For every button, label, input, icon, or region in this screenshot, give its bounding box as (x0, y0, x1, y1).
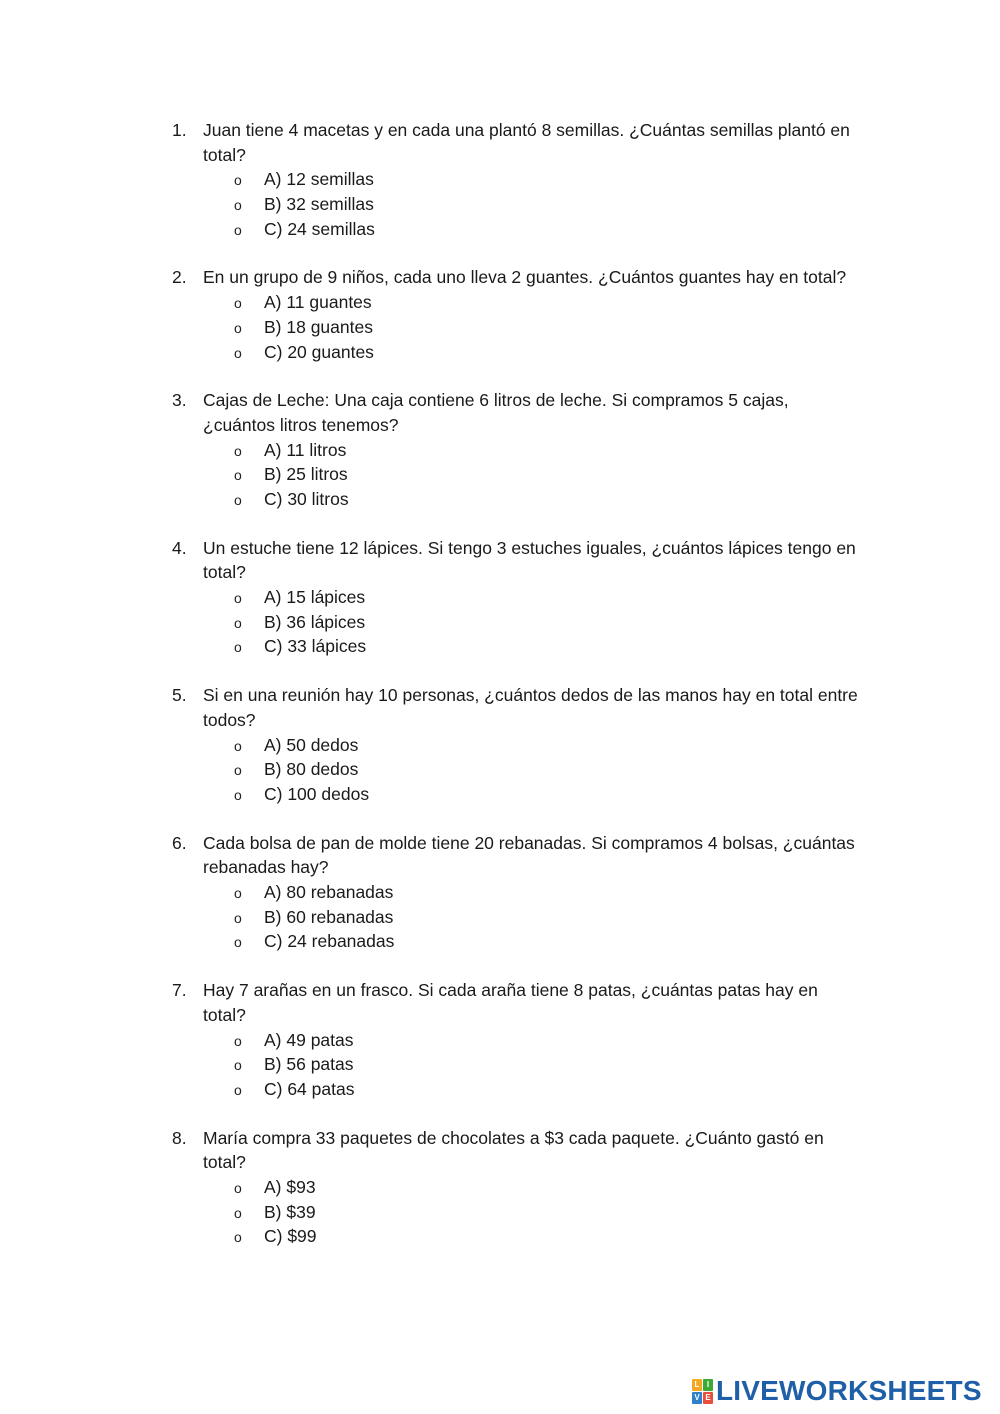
answer-option[interactable] (0, 217, 1000, 242)
question-number: 8. (172, 1127, 187, 1148)
circle-bullet-icon: o (234, 344, 242, 361)
circle-bullet-icon: o (234, 639, 242, 656)
answer-option-label: B) 25 litros (264, 464, 348, 485)
answer-options (0, 1028, 1000, 1102)
answer-option-label: A) 11 guantes (264, 292, 372, 313)
question-number: 3. (172, 390, 187, 411)
answer-option-label: B) 32 semillas (264, 194, 374, 215)
answer-option-label: A) 49 patas (264, 1029, 354, 1050)
answer-option-label: C) 24 rebanadas (264, 931, 395, 952)
answer-option-label: C) 30 litros (264, 489, 349, 510)
question-text: Un estuche tiene 12 lápices. Si tengo 3 estuches iguales, ¿cuántos lápices tengo en total? (203, 537, 856, 583)
question-text: En un grupo de 9 niños, cada uno lleva 2 guantes. ¿Cuántos guantes hay en total? (203, 267, 847, 288)
answer-option[interactable] (0, 1052, 1000, 1077)
answer-option-label: C) 20 guantes (264, 341, 374, 362)
answer-option-label: B) 36 lápices (264, 611, 366, 632)
question-number: 7. (172, 980, 187, 1001)
circle-bullet-icon: o (234, 614, 242, 631)
question-number: 1. (172, 120, 187, 140)
answer-option[interactable] (0, 880, 1000, 905)
answer-option-label: A) $93 (264, 1176, 316, 1197)
question-text: Juan tiene 4 macetas y en cada una plantó 8 semillas. ¿Cuántas semillas plantó en total? (203, 120, 850, 165)
liveworksheets-logo (692, 1376, 982, 1406)
answer-option[interactable] (0, 192, 1000, 217)
circle-bullet-icon: o (234, 172, 242, 189)
answer-options (0, 167, 1000, 241)
circle-bullet-icon: o (234, 221, 242, 238)
circle-bullet-icon: o (234, 934, 242, 951)
answer-option[interactable] (0, 929, 1000, 954)
circle-bullet-icon: o (234, 762, 242, 779)
circle-bullet-icon: o (234, 1229, 242, 1246)
question-6 (0, 831, 1000, 954)
question-5 (0, 683, 1000, 806)
question-number: 6. (172, 832, 187, 853)
answer-options (0, 880, 1000, 954)
circle-bullet-icon: o (234, 786, 242, 803)
answer-option-label: A) 80 rebanadas (264, 882, 394, 903)
circle-bullet-icon: o (234, 1032, 242, 1049)
logo-icon-cell: E (703, 1392, 713, 1404)
question-1 (0, 118, 1000, 241)
question-2 (0, 265, 1000, 364)
answer-option-label: B) 80 dedos (264, 759, 359, 780)
answer-option[interactable] (0, 315, 1000, 340)
circle-bullet-icon: o (234, 492, 242, 509)
circle-bullet-icon: o (234, 319, 242, 336)
answer-option[interactable] (0, 167, 1000, 192)
circle-bullet-icon: o (234, 442, 242, 459)
answer-option[interactable] (0, 1224, 1000, 1249)
circle-bullet-icon: o (234, 295, 242, 312)
answer-option-label: C) 33 lápices (264, 636, 367, 657)
answer-option-label: B) 18 guantes (264, 316, 373, 337)
answer-option[interactable] (0, 733, 1000, 758)
answer-option[interactable] (0, 290, 1000, 315)
circle-bullet-icon: o (234, 197, 242, 214)
question-3 (0, 388, 1000, 511)
logo-icon-cell: I (703, 1379, 713, 1391)
circle-bullet-icon: o (234, 885, 242, 902)
answer-options (0, 1175, 1000, 1249)
answer-option-label: A) 12 semillas (264, 169, 374, 190)
answer-options (0, 585, 1000, 659)
circle-bullet-icon: o (234, 1081, 242, 1098)
question-text: María compra 33 paquetes de chocolates a $3 cada paquete. ¿Cuánto gastó en total? (203, 1127, 824, 1173)
question-text: Cada bolsa de pan de molde tiene 20 rebanadas. Si compramos 4 bolsas, ¿cuántas rebanadas hay? (203, 832, 855, 878)
answer-option[interactable] (0, 1200, 1000, 1225)
answer-option[interactable] (0, 1077, 1000, 1102)
question-7 (0, 978, 1000, 1101)
question-4 (0, 536, 1000, 659)
circle-bullet-icon: o (234, 590, 242, 607)
answer-option[interactable] (0, 1175, 1000, 1200)
answer-option-label: C) 24 semillas (264, 218, 375, 239)
answer-option[interactable] (0, 585, 1000, 610)
answer-option-label: A) 50 dedos (264, 734, 359, 755)
answer-option-label: C) $99 (264, 1226, 317, 1247)
answer-option[interactable] (0, 340, 1000, 365)
question-number: 4. (172, 537, 187, 558)
answer-option-label: B) 56 patas (264, 1054, 354, 1075)
logo-icon-cell: L (692, 1379, 702, 1391)
question-8 (0, 1126, 1000, 1249)
answer-option-label: C) 100 dedos (264, 783, 370, 804)
answer-options (0, 438, 1000, 512)
worksheet (0, 118, 1000, 1273)
answer-option[interactable] (0, 757, 1000, 782)
answer-options (0, 733, 1000, 807)
circle-bullet-icon: o (234, 1204, 242, 1221)
question-text: Si en una reunión hay 10 personas, ¿cuántos dedos de las manos hay en total entre todos? (203, 685, 858, 730)
question-text: Cajas de Leche: Una caja contiene 6 litros de leche. Si compramos 5 cajas, ¿cuántos litros tenemos? (203, 390, 789, 435)
circle-bullet-icon: o (234, 467, 242, 484)
liveworksheets-icon (692, 1379, 713, 1404)
answer-option[interactable] (0, 610, 1000, 635)
answer-option-label: A) 15 lápices (264, 587, 366, 608)
logo-text: LIVEWORKSHEETS (716, 1375, 982, 1406)
answer-option[interactable] (0, 905, 1000, 930)
circle-bullet-icon: o (234, 737, 242, 754)
answer-option-label: A) 11 litros (264, 439, 347, 460)
circle-bullet-icon: o (234, 909, 242, 926)
answer-option[interactable] (0, 462, 1000, 487)
answer-option[interactable] (0, 487, 1000, 512)
answer-option-label: B) 60 rebanadas (264, 906, 394, 927)
answer-option-label: B) $39 (264, 1201, 316, 1222)
question-number: 5. (172, 685, 187, 706)
question-number: 2. (172, 267, 187, 288)
answer-option[interactable] (0, 782, 1000, 807)
answer-option[interactable] (0, 1028, 1000, 1053)
logo-icon-cell: V (692, 1392, 702, 1404)
circle-bullet-icon: o (234, 1057, 242, 1074)
answer-option-label: C) 64 patas (264, 1078, 355, 1099)
answer-options (0, 290, 1000, 364)
answer-option[interactable] (0, 634, 1000, 659)
answer-option[interactable] (0, 438, 1000, 463)
question-text: Hay 7 arañas en un frasco. Si cada araña tiene 8 patas, ¿cuántas patas hay en total? (203, 980, 818, 1025)
circle-bullet-icon: o (234, 1179, 242, 1196)
